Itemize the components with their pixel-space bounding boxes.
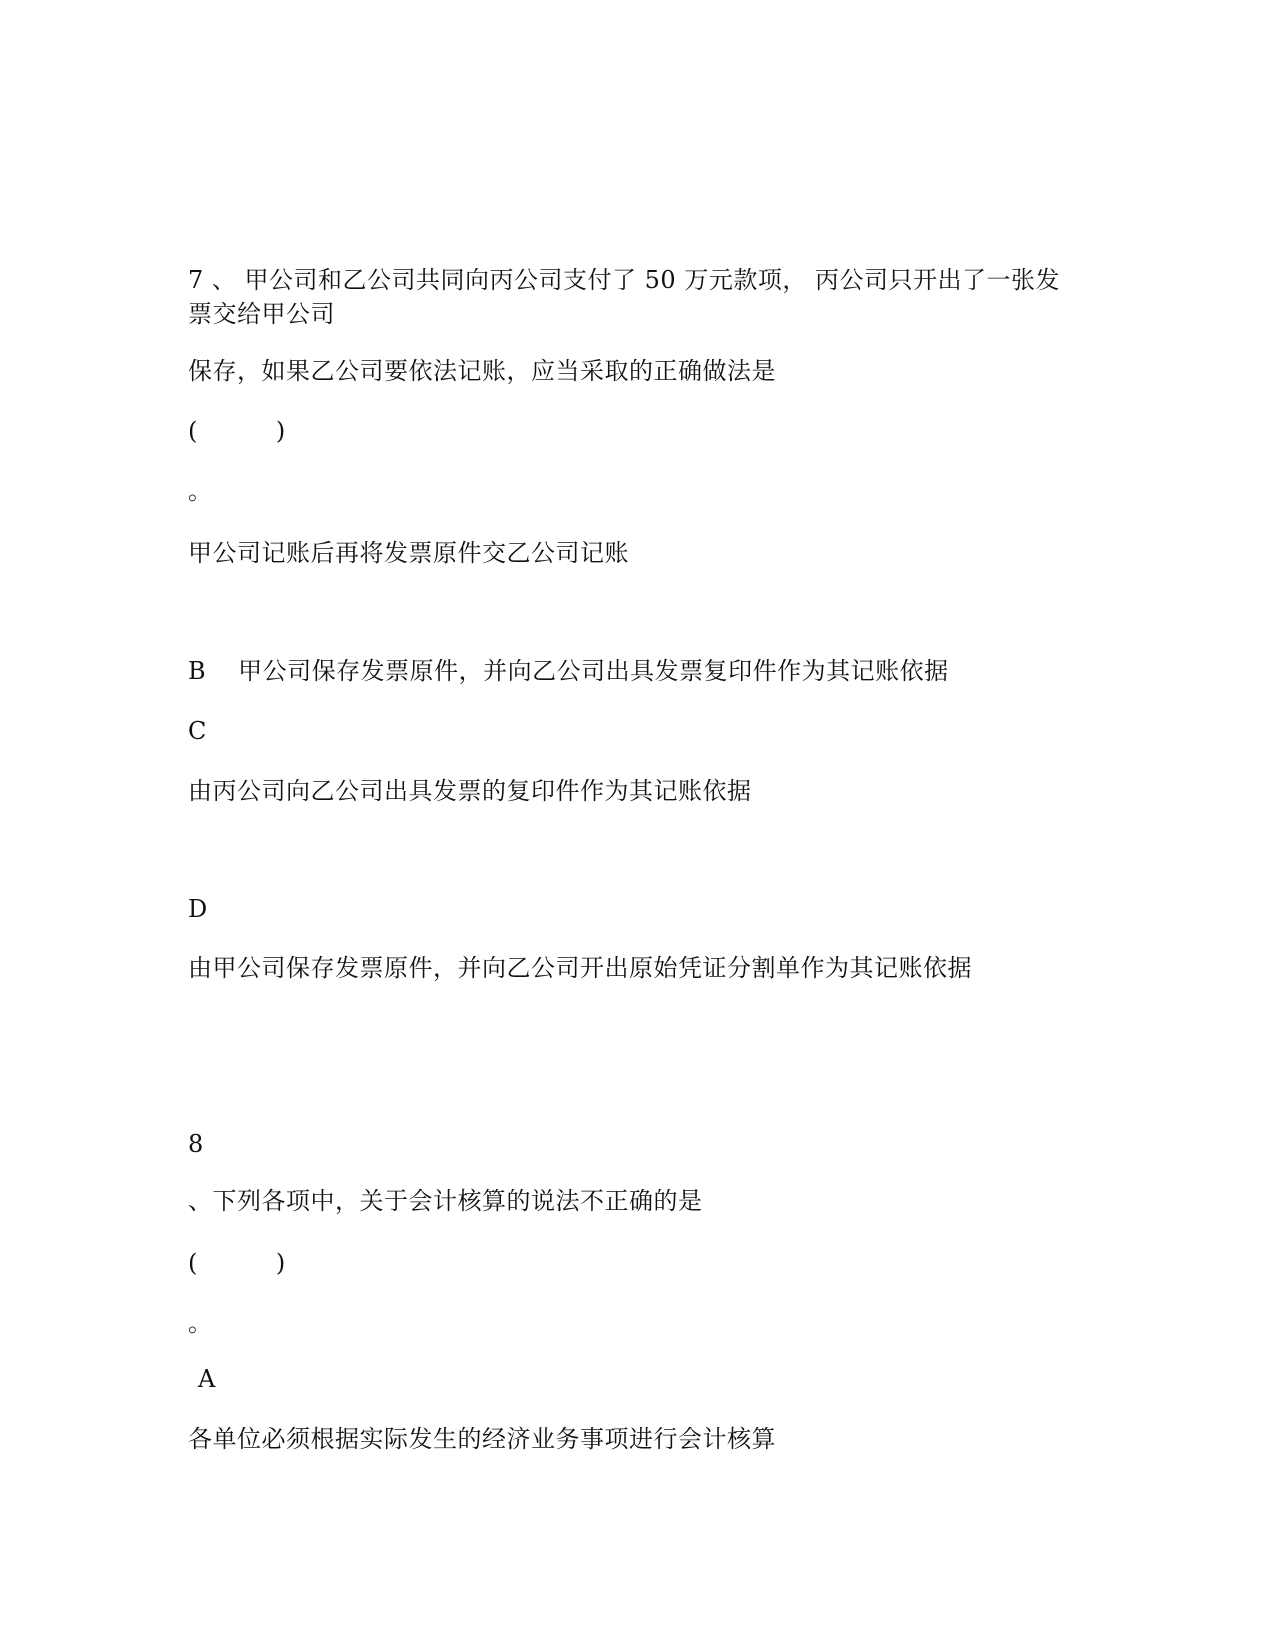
paren-close: ) — [275, 1249, 286, 1277]
paren-close: ) — [275, 417, 286, 445]
option-b-text: 甲公司保存发票原件，并向乙公司出具发票复印件作为其记账依据 — [238, 657, 949, 685]
question-7-option-c: 由丙公司向乙公司出具发票的复印件作为其记账依据 — [188, 777, 752, 805]
question-7-title-continued: 票交给甲公司 — [188, 300, 335, 328]
question-7-option-d: 由甲公司保存发票原件，并向乙公司开出原始凭证分割单作为其记账依据 — [188, 954, 972, 982]
paren-open: ( — [188, 417, 198, 445]
question-7-title: 7 、 甲公司和乙公司共同向丙公司支付了 50 万元款项， 丙公司只开出了一张发 — [188, 266, 1060, 294]
option-b-letter: B — [188, 657, 207, 685]
question-8-answer-blank — [188, 1247, 286, 1279]
question-7-option-b — [188, 655, 949, 687]
question-8-stem: 、下列各项中，关于会计核算的说法不正确的是 — [188, 1187, 703, 1215]
question-8-option-a-letter: A — [198, 1365, 216, 1393]
question-7-option-c-letter: C — [188, 717, 207, 745]
paren-open: ( — [188, 1249, 198, 1277]
question-7-stem: 保存，如果乙公司要依法记账，应当采取的正确做法是 — [188, 357, 776, 385]
question-8-option-a: 各单位必须根据实际发生的经济业务事项进行会计核算 — [188, 1425, 776, 1453]
question-8-period: 。 — [188, 1309, 213, 1337]
question-7-period: 。 — [188, 477, 213, 505]
question-7-option-a: 甲公司记账后再将发票原件交乙公司记账 — [188, 539, 629, 567]
question-7-option-d-letter: D — [188, 895, 208, 923]
question-7-answer-blank — [188, 415, 286, 447]
question-8-number: 8 — [188, 1130, 204, 1158]
